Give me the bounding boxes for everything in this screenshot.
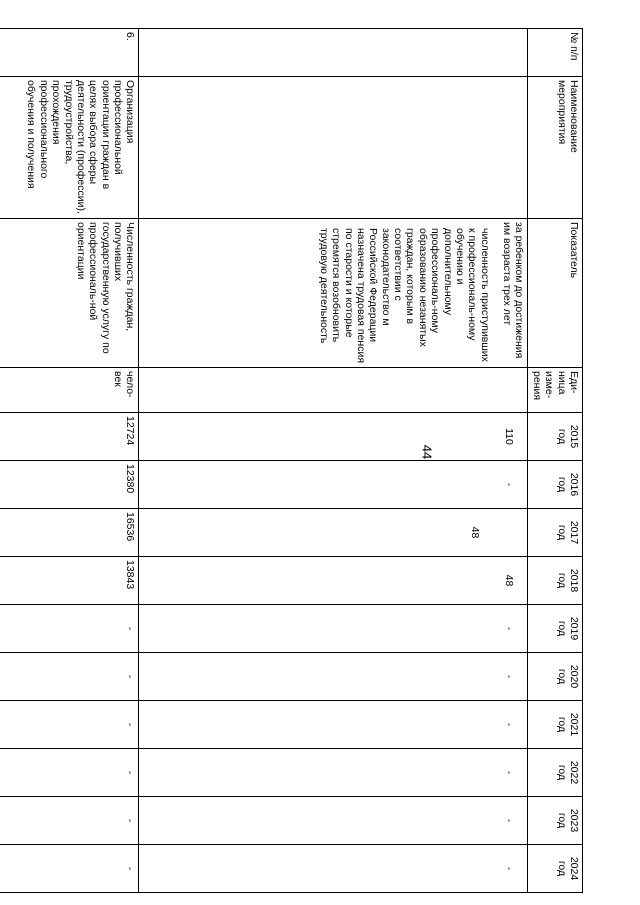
indicator-text: численность приступивших к профессиональ-ному обучению и дополнительному профессиональ-ному образованию незанятых граждан, которым в соответствии с законодательство м Российской Федерации назначена трудовая пенсия по старости и которые стремятся возобновить трудовую деятельность: [317, 228, 491, 364]
cell-value: 12724: [0, 413, 139, 461]
cell-indicator: [139, 219, 528, 368]
cell-unit: [139, 368, 528, 413]
indicators-table: [0, 28, 583, 893]
cell-value: -: [139, 605, 528, 653]
cell-value: -: [139, 845, 528, 893]
cell-value: 110: [139, 413, 528, 461]
cell-value: -: [139, 701, 528, 749]
cell-value: 48: [139, 509, 528, 557]
header-indicator: Показатель: [528, 219, 583, 368]
table-header-row: [528, 29, 583, 893]
cell-value: -: [139, 797, 528, 845]
table-row: [0, 29, 139, 893]
header-year: 2023 год: [528, 797, 583, 845]
table-row: [139, 29, 528, 893]
cell-value: 48: [139, 557, 528, 605]
header-unit: Еди-ница изме-рения: [528, 368, 583, 413]
rotated-table-container: [25, 28, 583, 881]
cell-value: -: [0, 653, 139, 701]
cell-no: [139, 29, 528, 77]
cell-unit: чело-век: [0, 368, 139, 413]
header-year: 2024 год: [528, 845, 583, 893]
cell-value: -: [0, 797, 139, 845]
cell-value: -: [0, 845, 139, 893]
indicator-text: Численность граждан, получивших государственную услугу по профессиональ-ной ориентации: [75, 222, 137, 354]
header-year: 2022 год: [528, 749, 583, 797]
cell-value: -: [139, 461, 528, 509]
cell-value: 12380: [0, 461, 139, 509]
cell-value: -: [139, 653, 528, 701]
header-year: 2018 год: [528, 557, 583, 605]
cell-no: 6.: [0, 29, 139, 77]
cell-value: 13843: [0, 557, 139, 605]
cell-value: -: [0, 749, 139, 797]
cell-value: -: [139, 749, 528, 797]
header-no: № п/п: [528, 29, 583, 77]
cell-value: 16536: [0, 509, 139, 557]
header-name: Наименование мероприятия: [528, 77, 583, 219]
cell-value: -: [0, 605, 139, 653]
header-year: 2017 год: [528, 509, 583, 557]
header-year: 2020 год: [528, 653, 583, 701]
header-year: 2016 год: [528, 461, 583, 509]
cell-name: Организация профессиональной ориентации граждан в целях выбора сферы деятельности (профессии), трудоустройства, прохождения профессионального обучения и получения: [0, 77, 139, 219]
header-year: 2019 год: [528, 605, 583, 653]
cell-value: -: [0, 701, 139, 749]
page-number: 44: [419, 444, 435, 460]
cell-name: [139, 77, 528, 219]
header-year: 2021 год: [528, 701, 583, 749]
indicator-continuation: за ребенком до достижения им возраста трех лет: [501, 222, 526, 359]
cell-indicator: [0, 219, 139, 368]
header-year: 2015 год: [528, 413, 583, 461]
